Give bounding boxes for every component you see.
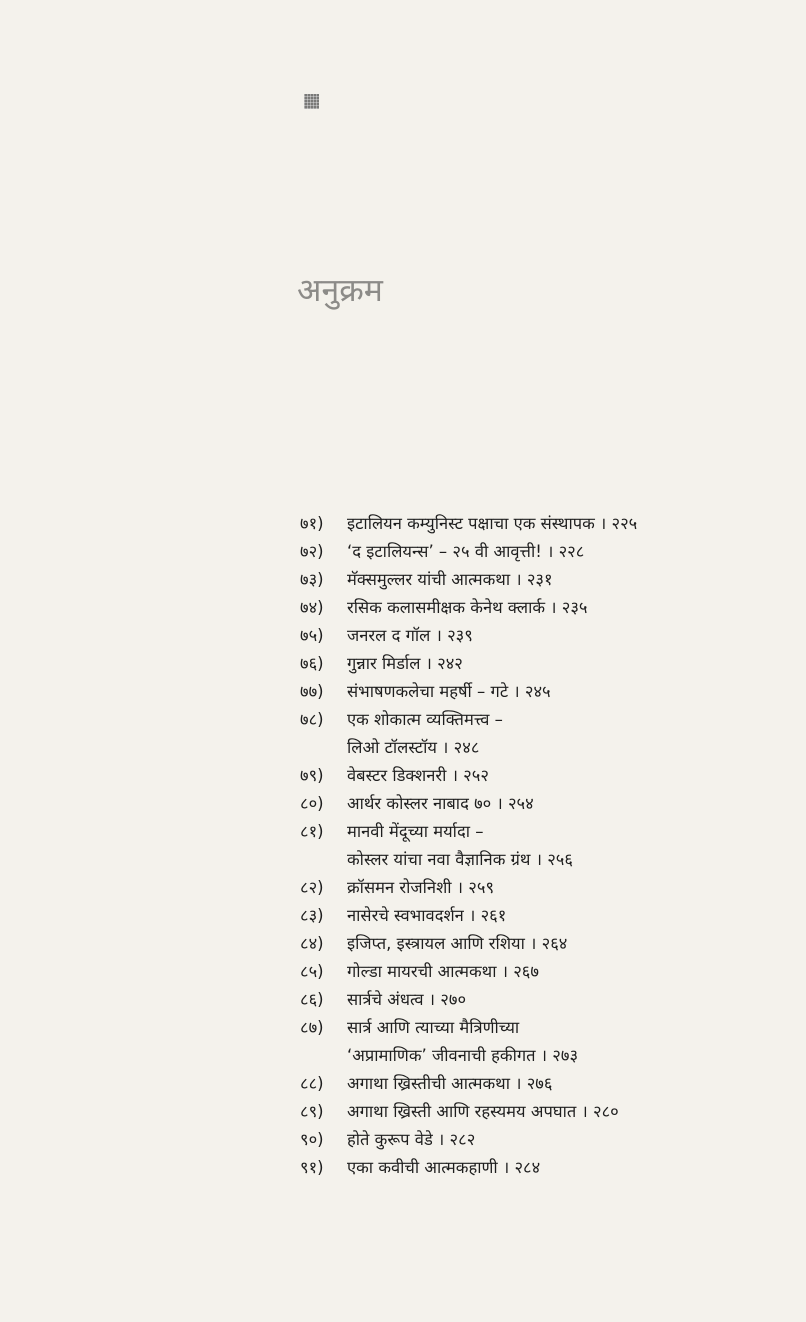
- toc-entry-text: [347, 930, 780, 958]
- toc-entry-number: ७५): [300, 626, 324, 645]
- toc-entry-line: मॅक्समुल्लर यांची आत्मकथा । २३१: [347, 570, 553, 589]
- toc-entry-number: ८५): [300, 962, 324, 981]
- toc-entry-number: ९०): [300, 1130, 324, 1149]
- toc-entry-number: ७४): [300, 598, 324, 617]
- toc-entry: [300, 874, 780, 902]
- toc-entry: [300, 1070, 780, 1098]
- toc-entry: [300, 930, 780, 958]
- toc-entry: [300, 678, 780, 706]
- toc-entry-line: नासेरचे स्वभावदर्शन । २६१: [347, 906, 507, 925]
- toc-entry-text: [347, 678, 780, 706]
- toc-entry-text: [347, 1098, 780, 1126]
- toc-entry: [300, 986, 780, 1014]
- toc-entry: [300, 622, 780, 650]
- toc-entry-line: ‘अप्रामाणिक’ जीवनाची हकीगत । २७३: [347, 1046, 579, 1065]
- toc-entry-number: ८२): [300, 878, 324, 897]
- toc-entry-line: एका कवीची आत्मकहाणी । २८४: [347, 1158, 541, 1177]
- toc-entry-number: ७९): [300, 766, 324, 785]
- toc-entry-line: जनरल द गॉल । २३९: [347, 626, 473, 645]
- toc-entry-number: ७६): [300, 654, 324, 673]
- toc-entry: [300, 790, 780, 818]
- toc-entry-line: वेबस्टर डिक्शनरी । २५२: [347, 766, 489, 785]
- toc-entry-line: एक शोकात्म व्यक्तिमत्त्व –: [347, 710, 503, 729]
- toc-entry-line: कोस्लर यांचा नवा वैज्ञानिक ग्रंथ । २५६: [347, 850, 573, 869]
- page-title: अनुक्रम: [297, 271, 383, 309]
- toc-entry-number: ८७): [300, 1018, 324, 1037]
- toc-entry-line: ‘द इटालियन्स’ – २५ वी आवृत्ती! । २२८: [347, 542, 585, 561]
- toc-entry-text: [347, 594, 780, 622]
- toc-entry-number: ८९): [300, 1102, 324, 1121]
- toc-entry-text: [347, 538, 780, 566]
- toc-entry-text: [347, 1014, 780, 1070]
- toc-entry: [300, 510, 780, 538]
- toc-entry-text: [347, 706, 780, 762]
- toc-entry-text: [347, 762, 780, 790]
- toc-entry-number: ८६): [300, 990, 324, 1009]
- toc-entry-number: ७८): [300, 710, 324, 729]
- toc-entry: [300, 762, 780, 790]
- toc-entry-line: क्रॉसमन रोजनिशी । २५९: [347, 878, 495, 897]
- toc-entry: [300, 650, 780, 678]
- toc-entry-line: रसिक कलासमीक्षक केनेथ क्लार्क । २३५: [347, 598, 588, 617]
- toc-entry-number: ७१): [300, 514, 324, 533]
- toc-entry-number: ९१): [300, 1158, 324, 1177]
- toc-entry: [300, 1126, 780, 1154]
- toc-entry: [300, 566, 780, 594]
- toc-entry-line: गुन्नार मिर्डाल । २४२: [347, 654, 463, 673]
- toc-entry: [300, 958, 780, 986]
- toc-entry-line: गोल्डा मायरची आत्मकथा । २६७: [347, 962, 539, 981]
- toc-entry-text: [347, 958, 780, 986]
- toc-entry-number: ८४): [300, 934, 324, 953]
- toc-entry: [300, 902, 780, 930]
- corner-square-mark: [304, 94, 319, 109]
- toc-entry-text: [347, 902, 780, 930]
- toc-entry-number: ७२): [300, 542, 324, 561]
- toc-entry-line: अगाथा ख्रिस्ती आणि रहस्यमय अपघात । २८०: [347, 1102, 619, 1121]
- toc-entry-line: होते कुरूप वेडे । २८२: [347, 1130, 476, 1149]
- toc-entry-text: [347, 818, 780, 874]
- toc-entry: [300, 1154, 780, 1182]
- table-of-contents: [300, 510, 780, 1182]
- toc-entry-line: लिओ टॉलस्टॉय । २४८: [347, 738, 480, 757]
- toc-entry-text: [347, 566, 780, 594]
- toc-entry: [300, 594, 780, 622]
- toc-entry-text: [347, 790, 780, 818]
- toc-entry-number: ७३): [300, 570, 324, 589]
- toc-entry-text: [347, 1154, 780, 1182]
- toc-entry-text: [347, 874, 780, 902]
- toc-entry-text: [347, 650, 780, 678]
- toc-entry-text: [347, 986, 780, 1014]
- toc-entry-line: सार्त्रचे अंधत्व । २७०: [347, 990, 467, 1009]
- toc-entry-number: ८०): [300, 794, 324, 813]
- toc-entry: [300, 1098, 780, 1126]
- toc-entry-line: इटालियन कम्युनिस्ट पक्षाचा एक संस्थापक । २२५: [347, 514, 638, 533]
- toc-entry-number: ७७): [300, 682, 324, 701]
- toc-entry-line: मानवी मेंदूच्या मर्यादा –: [347, 822, 484, 841]
- toc-entry-text: [347, 510, 780, 538]
- toc-entry: [300, 706, 780, 762]
- toc-entry-text: [347, 1070, 780, 1098]
- toc-entry-line: इजिप्त, इस्त्रायल आणि रशिया । २६४: [347, 934, 568, 953]
- toc-entry-text: [347, 1126, 780, 1154]
- toc-entry-line: आर्थर कोस्लर नाबाद ७० । २५४: [347, 794, 534, 813]
- toc-entry-number: ८८): [300, 1074, 324, 1093]
- toc-entry-line: संभाषणकलेचा महर्षी – गटे । २४५: [347, 682, 551, 701]
- toc-entry-number: ८३): [300, 906, 324, 925]
- toc-entry-number: ८१): [300, 822, 324, 841]
- toc-entry: [300, 538, 780, 566]
- toc-entry: [300, 818, 780, 874]
- toc-entry-text: [347, 622, 780, 650]
- toc-entry: [300, 1014, 780, 1070]
- toc-entry-line: सार्त्र आणि त्याच्या मैत्रिणीच्या: [347, 1018, 520, 1037]
- toc-entry-line: अगाथा ख्रिस्तीची आत्मकथा । २७६: [347, 1074, 553, 1093]
